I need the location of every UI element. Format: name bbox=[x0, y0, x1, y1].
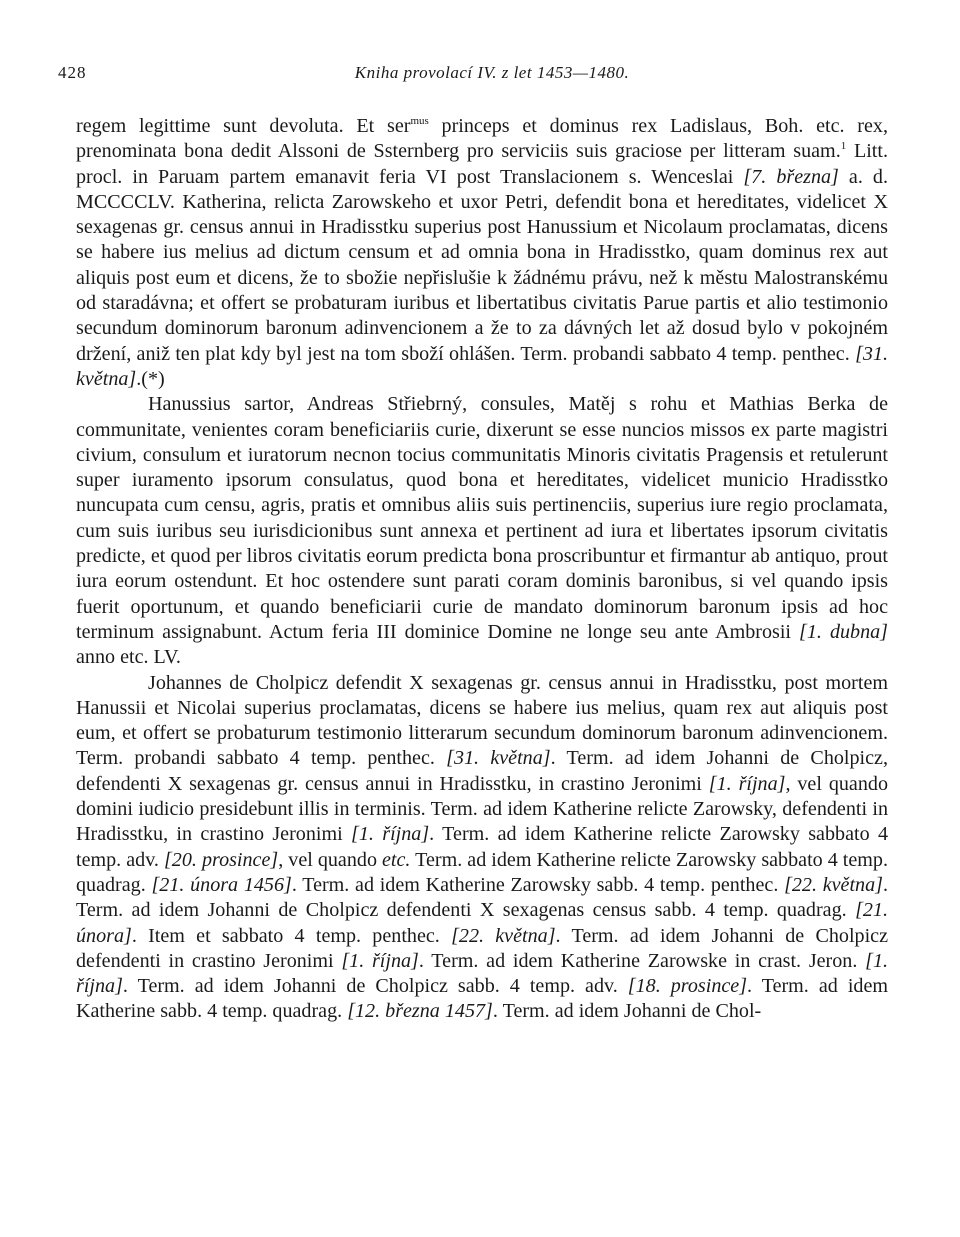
editorial-date: etc. bbox=[382, 848, 411, 871]
editorial-date: [1. dubna] bbox=[799, 620, 889, 643]
footnote-mark: 1 bbox=[840, 140, 847, 153]
text-run: . Term. ad idem Johanni de Cholpicz defendenti X sexagenas census sabb. 4 temp. quadrag. bbox=[76, 873, 888, 922]
text-run: princeps et dominus rex Ladislaus, Boh. etc. rex, prenominata bona dedit Alssoni de Ssternberg pro serviciis suis graciose per litteram suam. bbox=[76, 115, 888, 163]
text-run: . Term. ad idem Katherine Zarowsky sabb. 4 temp. penthec. bbox=[291, 873, 785, 896]
paragraph-1 bbox=[76, 114, 888, 392]
text-run: . Term. ad idem Katherine Zarowske in crast. Jeron. bbox=[418, 949, 866, 972]
editorial-date: [31. května] bbox=[446, 747, 551, 770]
body-text bbox=[76, 114, 888, 1025]
text-run: Litt. procl. in Paruam partem emanavit feria VI post Translacionem s. Wenceslai bbox=[76, 140, 888, 188]
text-run: . Term. ad idem Johanni de Cholpicz sabb. 4 temp. adv. bbox=[122, 975, 628, 998]
editorial-date: [18. prosince] bbox=[627, 975, 748, 998]
text-run: Term. ad idem Katherine relicte Zarowsky sabbato 4 temp. quadrag. bbox=[76, 848, 888, 896]
text-run: . Item et sabbato 4 temp. penthec. bbox=[131, 924, 452, 947]
page bbox=[58, 62, 889, 1025]
running-title: Kniha provolací IV. z let 1453—1480. bbox=[354, 63, 630, 82]
editorial-date: [21. února 1456] bbox=[151, 873, 292, 896]
editorial-date: [21. února] bbox=[76, 899, 888, 947]
text-run: a. d. MCCCCLV. Katherina, relicta Zarowskeho et uxor Petri, defendit bona et hereditates, videlicet X sexagenas gr. census annui in Hradisstku superius post Hanussium et Nicolaum proclamatas, dicens se habere ius melius ad dictum censum et ad omnia bona in Hradisstko, quam dominus rex aut aliquis post eum et dicens, že to sbožie nepřislušie k žádnému právu, než k městu Malostranskému od staradávna; et offert se probaturam iuribus et libertatibus civitatis Parue partis et alio testimonio secundum dominorum baronum adinvencionem a že to za dávných let až dosud bylo v pokojném držení, aniž ten plat kdy byl jest na tom sboží ohlášen. Term. probandi sabbato 4 temp. penthec. bbox=[76, 165, 889, 365]
editorial-date: [7. března] bbox=[743, 165, 839, 188]
editorial-date: [22. května] bbox=[784, 873, 883, 896]
text-run: . Term. ad idem Johanni de Cholpicz defendenti in crastino Jeronimi bbox=[76, 924, 888, 972]
paragraph-3 bbox=[76, 671, 888, 1025]
text-run: Hanussius sartor, Andreas Střiebrný, consules, Matěj s rohu et Mathias Berka de communitate, venientes coram beneficiariis curie, dixerunt se esse nuncios missos ex parte magistri civium, consulum et iuratorum necnon tocius communitatis Minoris civitatis Pragensis et retulerunt super iuramento ipsorum consulatus, quod bona et hereditates, videlicet municio Hradisstko nuncupata cum censu, agris, pratis et omnibus aliis suis pertinenciis, superius iure regio proclamata, cum suis iuribus seu iurisdicionibus sunt annexa et pertinent ad iura et libertates ipsorum civitatis predicte, et quod per libros civitatis eorum predicta bona proscribuntur et firmantur ab antiquo, prout iura eorum ostendunt. Et hoc ostendere sunt parati coram dominis baronibus, si vel quando ipsis fuerit oportunum, et quando beneficiarii curie de mandato dominorum baronum ipsis ad hoc terminum assignabunt. Actum feria III dominice Domine ne longe seu ante Ambrosii bbox=[76, 393, 888, 643]
text-run: .(*) bbox=[136, 367, 165, 390]
editorial-date: [31. května] bbox=[76, 342, 888, 390]
page-number: 428 bbox=[58, 63, 87, 82]
text-run: , vel quando bbox=[278, 848, 383, 871]
editorial-date: [1. října] bbox=[76, 949, 889, 998]
text-run: . Term. ad idem Katherine relicte Zarowsky sabbato 4 temp. adv. bbox=[76, 823, 889, 871]
text-run: . Term. ad idem Johanni de Cholpicz, defendenti X sexagenas gr. census annui in Hradisstku, in crastino Jeronimi bbox=[76, 747, 888, 795]
text-run: regem legittime sunt devoluta. Et ser bbox=[76, 115, 411, 137]
editorial-date: [1. října] bbox=[708, 772, 786, 795]
running-head bbox=[58, 62, 888, 92]
text-run: Johannes de Cholpicz defendit X sexagenas gr. census annui in Hradisstku, post mortem Hanussii et Nicolai superius proclamatas, dicens se habere ius melius, quam rex aut aliquis post eum, et offert se probaturum testimonio litterarum secundum dominorum baronum adinvencionem. Term. probandi sabbato 4 temp. penthec. bbox=[76, 671, 888, 770]
footnote-mark: mus bbox=[410, 115, 429, 127]
text-run: . Term. ad idem Katherine sabb. 4 temp. quadrag. bbox=[76, 975, 888, 1023]
text-run: anno etc. LV. bbox=[76, 646, 181, 669]
editorial-date: [22. května] bbox=[451, 924, 556, 947]
text-run: , vel quando domini iudicio presidebunt illis in terminis. Term. ad idem Katherine relicte Zarowsky, defendenti in Hradisstku, in crastino Jeronimi bbox=[76, 772, 888, 846]
paragraph-2 bbox=[76, 392, 888, 670]
editorial-date: [12. března 1457] bbox=[347, 1000, 493, 1023]
editorial-date: [1. října] bbox=[341, 949, 419, 972]
editorial-date: [1. října] bbox=[351, 823, 430, 846]
text-run: . Term. ad idem Johanni de Chol- bbox=[492, 1000, 762, 1023]
editorial-date: [20. prosince] bbox=[163, 848, 279, 871]
